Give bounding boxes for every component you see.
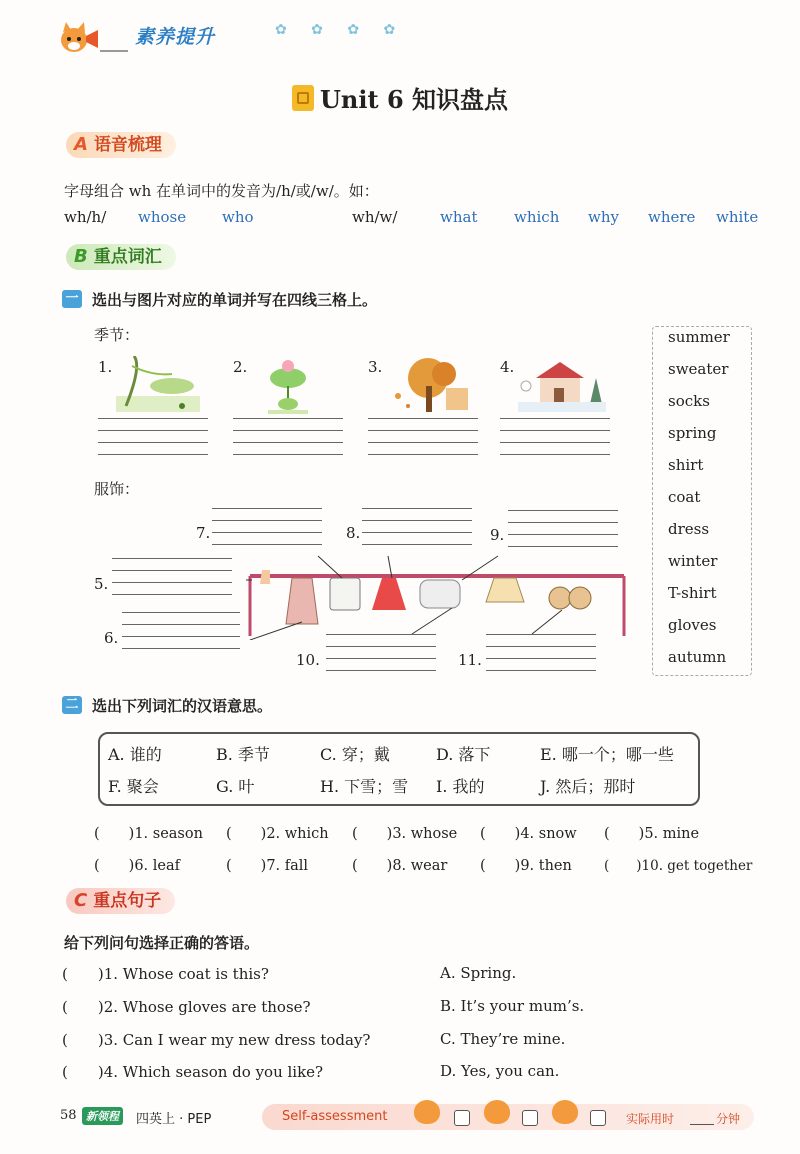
word-bank-item: dress bbox=[668, 520, 710, 538]
wh-w-word: white bbox=[716, 208, 759, 226]
vocab-question[interactable]: ( )4. snow bbox=[480, 826, 577, 842]
clothes-number: 9. bbox=[490, 526, 505, 544]
season-number: 4. bbox=[500, 358, 515, 376]
vocab-question[interactable]: ( )2. which bbox=[226, 826, 329, 842]
wh-w-label: wh/w/ bbox=[352, 208, 398, 226]
clothes-number: 10. bbox=[296, 651, 320, 669]
assessment-checkbox[interactable] bbox=[522, 1110, 538, 1126]
sentence-answer: D. Yes, you can. bbox=[440, 1062, 560, 1080]
page-title: Unit 6 知识盘点 bbox=[320, 85, 508, 114]
sentence-question[interactable]: ( )1. Whose coat is this? bbox=[62, 965, 269, 983]
wh-w-word: what bbox=[440, 208, 478, 226]
spring-picture bbox=[112, 356, 194, 414]
option-item: A. 谁的 bbox=[108, 745, 162, 764]
book-label: 四英上 · PEP bbox=[136, 1112, 212, 1127]
summer-picture bbox=[258, 356, 340, 414]
writing-lines[interactable] bbox=[233, 418, 343, 464]
wh-h-word: whose bbox=[138, 208, 187, 226]
word-bank-item: gloves bbox=[668, 616, 717, 634]
writing-lines[interactable] bbox=[98, 418, 208, 464]
word-bank-item: winter bbox=[668, 552, 718, 570]
wh-w-word: why bbox=[588, 208, 619, 226]
clothes-rack-picture bbox=[232, 540, 632, 640]
word-bank-item: autumn bbox=[668, 648, 727, 666]
part-one-instruction: 选出与图片对应的单词并写在四线三格上。 bbox=[92, 291, 378, 309]
word-bank-item: T-shirt bbox=[668, 584, 717, 602]
clothes-number: 6. bbox=[104, 629, 119, 647]
option-item: J. 然后；那时 bbox=[540, 777, 636, 796]
fox-icon bbox=[414, 1100, 440, 1124]
vocab-question[interactable]: ( )9. then bbox=[480, 858, 572, 874]
word-bank-item: coat bbox=[668, 488, 701, 506]
vocab-question[interactable]: ( )8. wear bbox=[352, 858, 448, 874]
option-item: G. 叶 bbox=[216, 777, 255, 796]
section-a-badge bbox=[66, 132, 176, 158]
self-assessment-label: Self-assessment bbox=[282, 1109, 388, 1124]
sentence-answer: C. They’re mine. bbox=[440, 1030, 566, 1048]
page-number: 58 bbox=[60, 1108, 77, 1123]
section-b-letter: B bbox=[74, 246, 88, 267]
vocab-question[interactable]: ( )1. season bbox=[94, 826, 203, 842]
header-divider bbox=[100, 50, 128, 52]
wh-w-word: where bbox=[648, 208, 696, 226]
part-one-badge: 一 bbox=[62, 290, 82, 308]
option-item: I. 我的 bbox=[436, 777, 485, 796]
brand-label: 新领程 bbox=[82, 1107, 123, 1125]
wh-h-word: who bbox=[222, 208, 254, 226]
season-number: 1. bbox=[98, 358, 113, 376]
section-c-instruction: 给下列问句选择正确的答语。 bbox=[64, 934, 260, 952]
season-number: 2. bbox=[233, 358, 248, 376]
sentence-answer: A. Spring. bbox=[440, 964, 517, 982]
assessment-checkbox[interactable] bbox=[454, 1110, 470, 1126]
time-input-line[interactable] bbox=[690, 1124, 714, 1125]
option-item: B. 季节 bbox=[216, 745, 270, 764]
writing-lines[interactable] bbox=[500, 418, 610, 464]
time-label: 实际用时 bbox=[626, 1112, 675, 1126]
writing-lines[interactable] bbox=[326, 634, 436, 680]
word-bank-item: sweater bbox=[668, 360, 729, 378]
vocab-question[interactable]: ( )6. leaf bbox=[94, 858, 180, 874]
section-a-label: 语音梳理 bbox=[93, 135, 162, 155]
book-icon bbox=[292, 85, 314, 111]
word-bank-item: shirt bbox=[668, 456, 704, 474]
wh-h-label: wh/h/ bbox=[64, 208, 107, 226]
option-item: C. 穿；戴 bbox=[320, 745, 390, 764]
word-bank-item: spring bbox=[668, 424, 717, 442]
writing-lines[interactable] bbox=[122, 612, 240, 658]
sentence-question[interactable]: ( )4. Which season do you like? bbox=[62, 1063, 324, 1081]
vocab-question[interactable]: ( )10. get together bbox=[604, 858, 753, 874]
section-c-label: 重点句子 bbox=[93, 891, 162, 911]
autumn-picture bbox=[388, 356, 470, 414]
section-b-badge bbox=[66, 244, 176, 270]
fox-icon bbox=[484, 1100, 510, 1124]
vocab-question[interactable]: ( )5. mine bbox=[604, 826, 700, 842]
fox-icon bbox=[552, 1100, 578, 1124]
time-unit: 分钟 bbox=[716, 1112, 741, 1126]
page-title-row bbox=[0, 80, 800, 115]
clothes-label: 服饰： bbox=[94, 480, 140, 498]
vocab-question[interactable]: ( )7. fall bbox=[226, 858, 309, 874]
season-number: 3. bbox=[368, 358, 383, 376]
option-item: F. 聚会 bbox=[108, 777, 159, 796]
sentence-question[interactable]: ( )3. Can I wear my new dress today? bbox=[62, 1031, 371, 1049]
clothes-number: 8. bbox=[346, 524, 361, 542]
option-item: E. 哪一个；哪一些 bbox=[540, 745, 674, 764]
header-title: 素养提升 bbox=[135, 26, 216, 48]
section-c-letter: C bbox=[74, 890, 88, 911]
sentence-answer: B. It’s your mum’s. bbox=[440, 997, 585, 1015]
winter-picture bbox=[516, 356, 598, 414]
section-a-intro: 字母组合 wh 在单词中的发音为/h/或/w/。如： bbox=[64, 182, 379, 200]
assessment-checkbox[interactable] bbox=[590, 1110, 606, 1126]
writing-lines[interactable] bbox=[112, 558, 232, 604]
word-bank-item: summer bbox=[668, 328, 730, 346]
writing-lines[interactable] bbox=[368, 418, 478, 464]
part-two-instruction: 选出下列词汇的汉语意思。 bbox=[92, 697, 273, 715]
writing-lines[interactable] bbox=[486, 634, 596, 680]
section-c-badge bbox=[66, 888, 175, 914]
sentence-question[interactable]: ( )2. Whose gloves are those? bbox=[62, 998, 311, 1016]
header-mascot-icon bbox=[58, 22, 92, 52]
vocab-question[interactable]: ( )3. whose bbox=[352, 826, 458, 842]
clothes-number: 5. bbox=[94, 575, 109, 593]
section-a-letter: A bbox=[74, 134, 88, 155]
clothes-number: 7. bbox=[196, 524, 211, 542]
option-item: H. 下雪；雪 bbox=[320, 777, 409, 796]
word-bank-item: socks bbox=[668, 392, 710, 410]
paw-prints-decoration: ✿ ✿ ✿ ✿ bbox=[275, 22, 406, 38]
clothes-number: 11. bbox=[458, 651, 482, 669]
section-b-label: 重点词汇 bbox=[93, 247, 162, 267]
option-item: D. 落下 bbox=[436, 745, 491, 764]
seasons-label: 季节： bbox=[94, 326, 140, 344]
part-two-badge: 二 bbox=[62, 696, 82, 714]
wh-w-word: which bbox=[514, 208, 560, 226]
